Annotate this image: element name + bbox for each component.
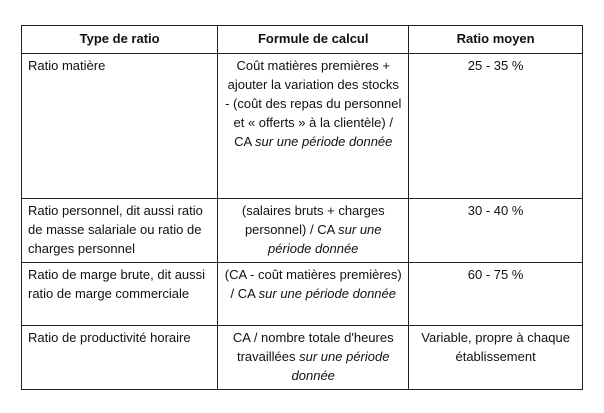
- cell-type: Ratio de productivité horaire: [22, 326, 218, 390]
- table-row: [22, 263, 583, 326]
- cell-ratio: Variable, propre à chaque établissement: [409, 326, 583, 390]
- table-row: [22, 54, 583, 199]
- header-type-de-ratio: Type de ratio: [22, 26, 218, 54]
- cell-ratio: 25 - 35 %: [409, 54, 583, 199]
- formula-period-text: sur une période donnée: [268, 222, 382, 256]
- cell-ratio: 60 - 75 %: [409, 263, 583, 326]
- formula-text: CA / nombre totale d'heures travaillées: [232, 330, 394, 364]
- cell-formula: [218, 199, 409, 263]
- cell-formula: [218, 326, 409, 390]
- formula-text: Coût matières premières + ajouter la variation des stocks - (coût des repas du personnel et « offerts » à la clientèle) / CA: [225, 58, 402, 149]
- cell-ratio: 30 - 40 %: [409, 199, 583, 263]
- cell-formula: [218, 54, 409, 199]
- table-header-row: [22, 26, 583, 54]
- formula-text: (salaires bruts + charges personnel) / CA: [241, 203, 385, 237]
- table-row: [22, 326, 583, 390]
- formula-period-text: sur une période donnée: [291, 349, 390, 383]
- formula-period-text: sur une période donnée: [255, 134, 393, 149]
- table-row: [22, 199, 583, 263]
- cell-type: Ratio de marge brute, dit aussi ratio de marge commerciale: [22, 263, 218, 326]
- cell-formula: [218, 263, 409, 326]
- cell-type: Ratio matière: [22, 54, 218, 199]
- ratio-table: [21, 25, 583, 390]
- header-formule-de-calcul: Formule de calcul: [218, 26, 409, 54]
- formula-text: (CA - coût matières premières) / CA: [224, 267, 402, 301]
- cell-type: Ratio personnel, dit aussi ratio de masse salariale ou ratio de charges personnel: [22, 199, 218, 263]
- formula-period-text: sur une période donnée: [258, 286, 396, 301]
- header-ratio-moyen: Ratio moyen: [409, 26, 583, 54]
